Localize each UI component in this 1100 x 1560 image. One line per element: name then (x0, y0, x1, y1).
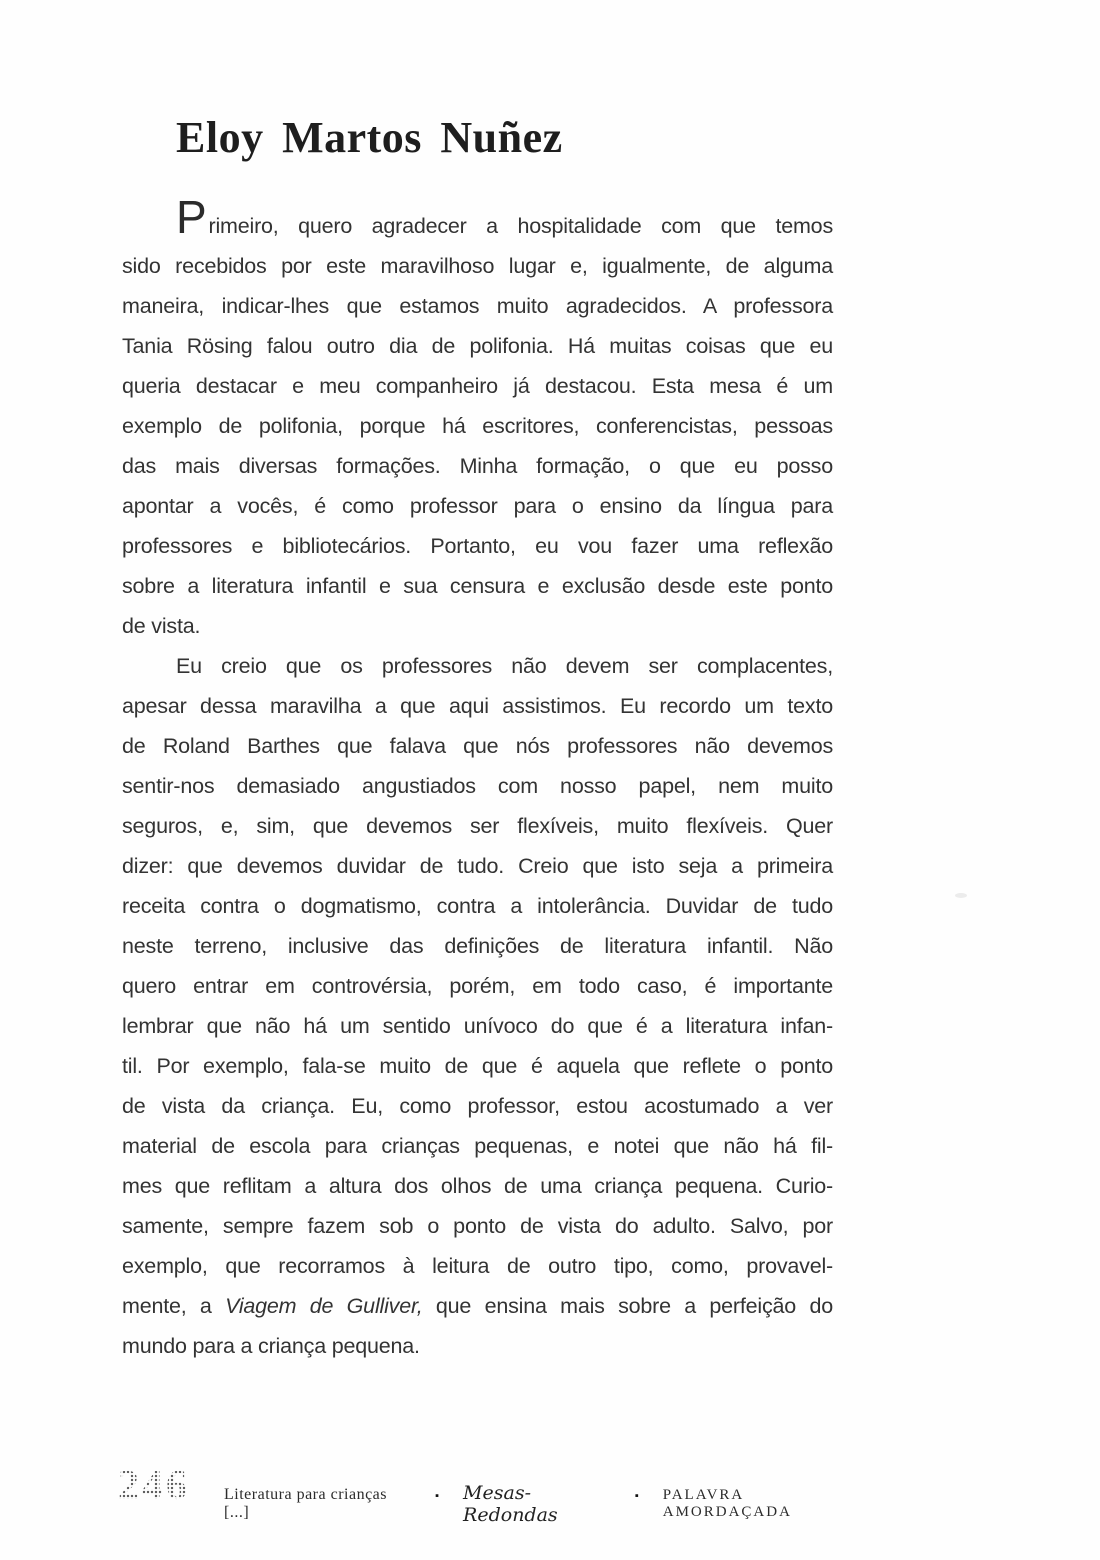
text-segment: mente, a (122, 1294, 226, 1318)
italic-book-title: Viagem de Gulliver, (225, 1294, 423, 1318)
text-line (122, 366, 833, 406)
text-line (122, 566, 833, 606)
text-line (122, 526, 833, 566)
text-segment: exemplo, que recorramos à leitura de outro tipo, como, provavel- (122, 1254, 833, 1278)
text-line (122, 191, 833, 246)
text-segment: professores e bibliotecários. Portanto, eu vou fazer uma reflexão (122, 534, 833, 558)
text-segment: neste terreno, inclusive das definições de literatura infantil. Não (122, 934, 833, 958)
footer-chapter-title: Literatura para crianças [...] (224, 1486, 388, 1521)
text-line (122, 1126, 833, 1166)
text-segment: exemplo de polifonia, porque há escritores, conferencistas, pessoas (122, 414, 833, 438)
text-segment: quero entrar em controvérsia, porém, em todo caso, é importante (122, 974, 833, 998)
text-line (122, 286, 833, 326)
text-line (122, 246, 833, 286)
page-title: Eloy Martos Nuñez (176, 113, 563, 162)
text-segment: sido recebidos por este maravilhoso lugar e, igualmente, de alguma (122, 254, 833, 278)
text-segment: mes que reflitam a altura dos olhos de uma criança pequena. Curio- (122, 1174, 833, 1198)
text-segment: queria destacar e meu companheiro já destacou. Esta mesa é um (122, 374, 833, 398)
text-segment: material de escola para crianças pequenas, e notei que não há fil- (122, 1134, 833, 1158)
text-segment: de vista da criança. Eu, como professor, estou acostumado a ver (122, 1094, 833, 1118)
text-segment: de vista. (122, 614, 201, 638)
text-line (122, 846, 833, 886)
text-line (122, 966, 833, 1006)
text-line (122, 1166, 833, 1206)
page-number: 246 (118, 1463, 190, 1509)
text-segment: apontar a vocês, é como professor para o ensino da língua para (122, 494, 833, 518)
text-segment: sobre a literatura infantil e sua censura e exclusão desde este ponto (122, 574, 833, 598)
text-line (122, 1206, 833, 1246)
text-line (122, 1006, 833, 1046)
text-line (122, 1246, 833, 1286)
text-line (122, 806, 833, 846)
text-segment: mundo para a criança pequena. (122, 1334, 420, 1358)
text-line (122, 326, 833, 366)
text-segment: maneira, indicar-lhes que estamos muito agradecidos. A professora (122, 294, 833, 318)
text-segment: Eu creio que os professores não devem ser complacentes, (176, 654, 833, 678)
text-segment: rimeiro, quero agradecer a hospitalidade com que temos (208, 214, 833, 238)
text-segment: dizer: que devemos duvidar de tudo. Creio que isto seja a primeira (122, 854, 833, 878)
body-text (122, 191, 833, 1366)
text-line (122, 886, 833, 926)
text-line (122, 726, 833, 766)
text-line (122, 486, 833, 526)
text-line (122, 406, 833, 446)
text-segment: sentir-nos demasiado angustiados com nosso papel, nem muito (122, 774, 833, 798)
text-segment: til. Por exemplo, fala-se muito de que é aquela que reflete o ponto (122, 1054, 833, 1078)
footer-section-title: Mesas-Redondas (463, 1482, 558, 1526)
scan-artifact (955, 893, 967, 898)
text-line (122, 926, 833, 966)
text-segment: Tania Rösing falou outro dia de polifonia. Há muitas coisas que eu (122, 334, 833, 358)
text-line (122, 1086, 833, 1126)
initial-capital: P (176, 191, 207, 243)
footer-separator-icon: ▪ (634, 1490, 639, 1502)
text-line (122, 446, 833, 486)
paragraph (122, 191, 833, 646)
text-segment: seguros, e, sim, que devemos ser flexíveis, muito flexíveis. Quer (122, 814, 833, 838)
text-line (122, 1286, 833, 1326)
text-segment: samente, sempre fazem sob o ponto de vista do adulto. Salvo, por (122, 1214, 833, 1238)
text-segment: receita contra o dogmatismo, contra a intolerância. Duvidar de tudo (122, 894, 833, 918)
paragraph (122, 646, 833, 1366)
text-line (122, 766, 833, 806)
text-line (122, 1046, 833, 1086)
footer-separator-icon: ▪ (435, 1490, 440, 1502)
text-line (122, 606, 833, 646)
text-segment: apesar dessa maravilha a que aqui assistimos. Eu recordo um texto (122, 694, 833, 718)
page-footer (118, 1462, 858, 1526)
text-line (122, 1326, 833, 1366)
text-segment: lembrar que não há um sentido unívoco do que é a literatura infan- (122, 1014, 833, 1038)
text-segment: de Roland Barthes que falava que nós professores não devemos (122, 734, 833, 758)
text-line (122, 686, 833, 726)
footer-book-title: PALAVRA AMORDAÇADA (662, 1487, 792, 1520)
text-segment: das mais diversas formações. Minha formação, o que eu posso (122, 454, 833, 478)
text-line (122, 646, 833, 686)
text-segment: que ensina mais sobre a perfeição do (422, 1294, 833, 1318)
